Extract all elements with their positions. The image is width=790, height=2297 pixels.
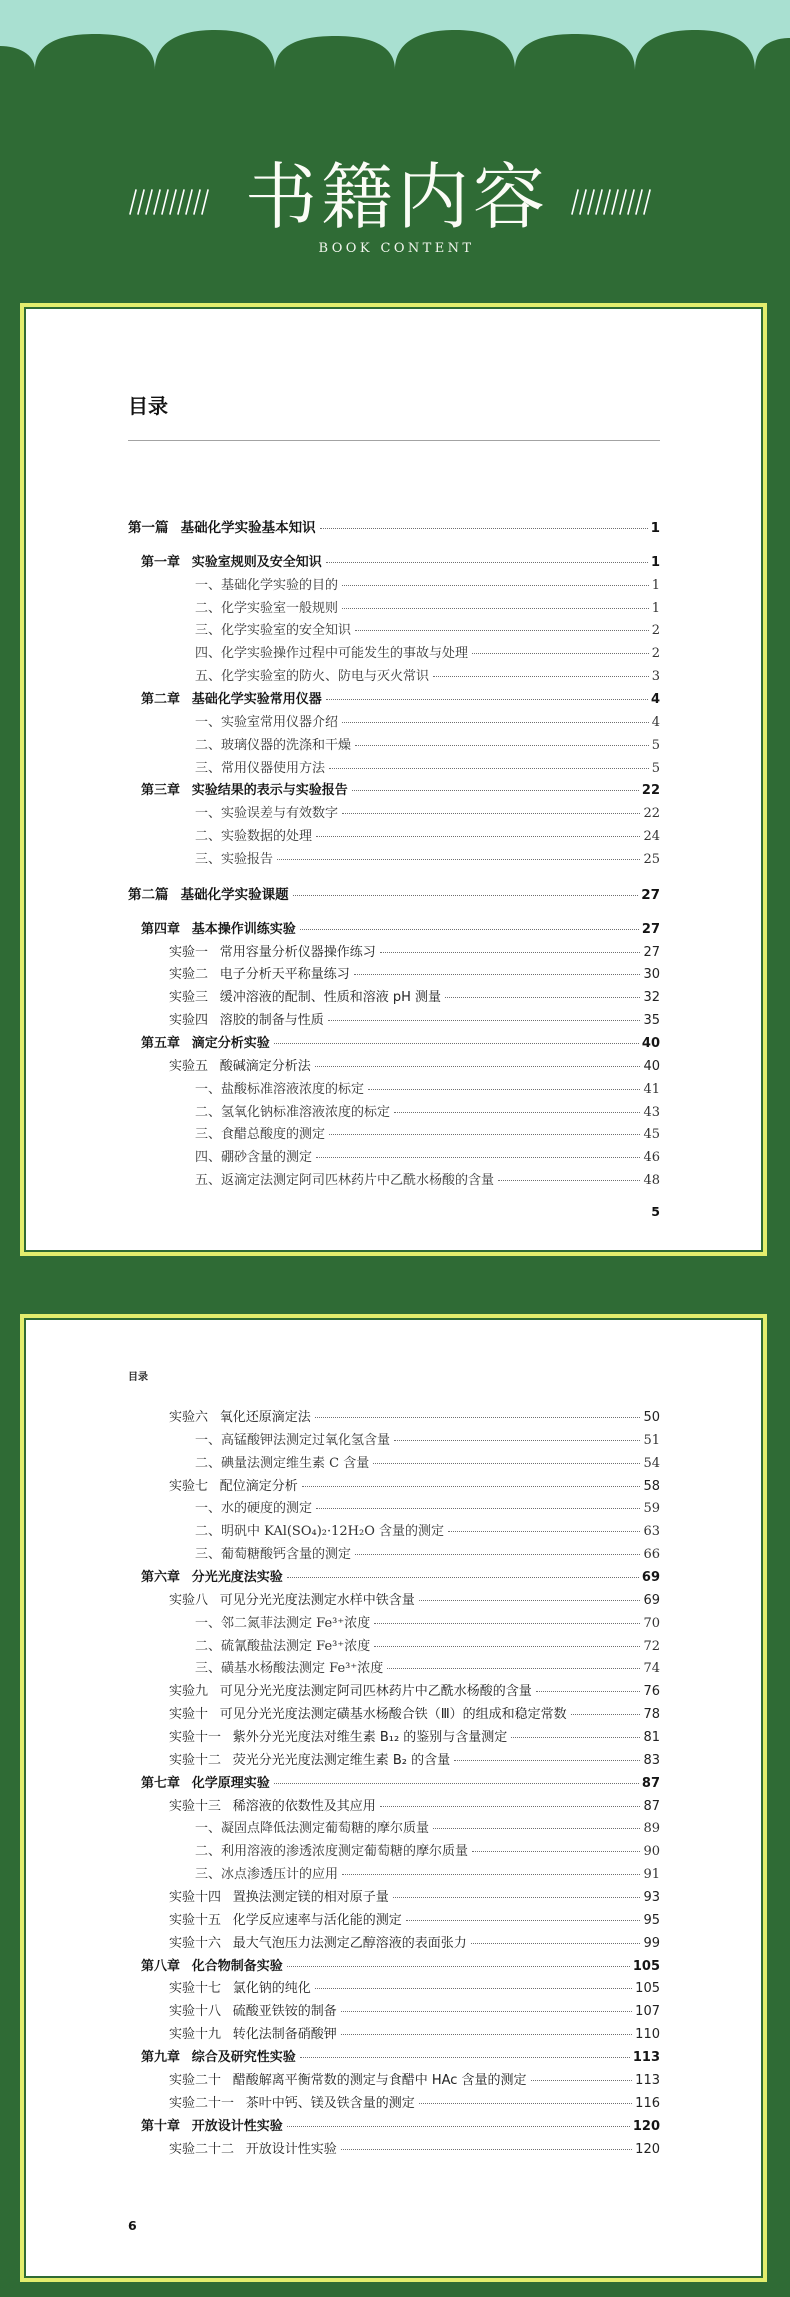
page-number: 1 [650, 520, 660, 536]
page-number: 105 [635, 1981, 660, 1997]
toc-entry-chapter [128, 1033, 660, 1056]
page-number: 22 [643, 806, 660, 822]
toc-entry-experiment [128, 964, 660, 987]
chapter-title: 分光光度法实验 [191, 1570, 283, 1586]
experiment-title: 电子分析天平称量练习 [219, 967, 350, 983]
chapter-title: 开放设计性实验 [191, 2118, 283, 2134]
dot-leader [354, 974, 641, 975]
page-number: 113 [635, 2072, 660, 2088]
dot-leader [498, 1180, 640, 1181]
dot-leader [326, 562, 648, 563]
experiment-title: 化学反应速率与活化能的测定 [232, 1912, 402, 1928]
page-number: 113 [632, 2050, 660, 2066]
section-title: 二、硫氰酸盐法测定 Fe³⁺浓度 [195, 1638, 371, 1654]
page-number: 2 [651, 646, 660, 662]
dot-leader [300, 929, 639, 930]
page-number: 87 [641, 1775, 660, 1791]
toc-entry-chapter [128, 552, 660, 575]
experiment-title: 转化法制备硝酸钾 [232, 2027, 337, 2043]
section-title: 二、碘量法测定维生素 C 含量 [195, 1455, 370, 1471]
toc-entry-chapter [128, 2047, 660, 2070]
dot-leader [471, 1943, 641, 1944]
dot-leader [293, 895, 639, 896]
chapter-number: 第三章 [141, 783, 181, 799]
toc-entry-section [128, 1818, 660, 1841]
chapter-title: 滴定分析实验 [191, 1036, 270, 1052]
toc-entry-experiment [128, 2093, 660, 2116]
toc-entry-chapter [128, 2116, 660, 2139]
toc-entry-experiment [128, 2139, 660, 2162]
page-number: 99 [643, 1935, 660, 1951]
experiment-number: 实验二十二 [169, 2141, 235, 2157]
page-number: 1 [651, 577, 660, 593]
dot-leader [472, 653, 649, 654]
toc-entry-section [128, 826, 660, 849]
experiment-title: 紫外分光光度法对维生素 B₁₂ 的鉴别与含量测定 [232, 1730, 508, 1746]
experiment-title: 开放设计性实验 [245, 2141, 337, 2157]
page-number: 50 [643, 1410, 660, 1425]
toc-entry-experiment [128, 1590, 660, 1613]
experiment-number: 实验十八 [169, 2004, 222, 2020]
experiment-number: 实验十九 [169, 2027, 222, 2043]
page-number: 30 [643, 967, 660, 983]
dot-leader [316, 1157, 640, 1158]
page-number: 22 [641, 783, 660, 799]
toc-entry-section [128, 1841, 660, 1864]
dot-leader [419, 2103, 632, 2104]
toc-entry-experiment [128, 1933, 660, 1956]
dot-leader [355, 745, 649, 746]
toc-entry-experiment [128, 1887, 660, 1910]
page-number: 24 [643, 829, 660, 845]
dot-leader [454, 1760, 640, 1761]
toc-entry-experiment [128, 1910, 660, 1933]
chapter-number: 第一章 [141, 554, 181, 570]
experiment-number: 实验十二 [169, 1752, 222, 1768]
toc-entry-section [128, 1124, 660, 1147]
section-title: 二、氢氧化钠标准溶液浓度的标定 [195, 1104, 391, 1120]
dot-leader [326, 699, 648, 700]
page-number: 4 [651, 714, 660, 730]
dot-leader [341, 2011, 632, 2012]
dot-leader [433, 676, 649, 677]
experiment-title: 茶叶中钙、镁及铁含量的测定 [245, 2095, 415, 2111]
section-title: 二、玻璃仪器的洗涤和干燥 [195, 737, 352, 753]
page-paper [26, 1320, 761, 2276]
section-title: 一、实验室常用仪器介绍 [195, 714, 339, 730]
experiment-number: 实验一 [169, 944, 209, 960]
toc-entry-section [128, 1102, 660, 1125]
page-number: 105 [632, 1958, 660, 1974]
dot-leader [433, 1828, 640, 1829]
toc-entry-section [128, 1636, 660, 1659]
dot-leader [531, 2080, 633, 2081]
page-number: 59 [643, 1501, 660, 1517]
slash-decoration-right [571, 189, 651, 215]
part-number: 第一篇 [128, 520, 169, 536]
section-title: 四、化学实验操作过程中可能发生的事故与处理 [195, 646, 469, 662]
page-number: 3 [651, 669, 660, 685]
dot-leader [352, 790, 639, 791]
toc-entry-section [128, 849, 660, 872]
experiment-title: 常用容量分析仪器操作练习 [219, 944, 376, 960]
chapter-number: 第五章 [141, 1036, 181, 1052]
experiment-number: 实验二十一 [169, 2095, 235, 2111]
experiment-title: 硫酸亚铁铵的制备 [232, 2004, 337, 2020]
part-number: 第二篇 [128, 886, 169, 903]
toc-entry-experiment [128, 2001, 660, 2024]
dot-leader [374, 1646, 640, 1647]
toc-entry-section [128, 1613, 660, 1636]
toc-entry-chapter [128, 1773, 660, 1796]
folio-page-number: 6 [128, 2218, 137, 2233]
dot-leader [342, 608, 649, 609]
chapter-title: 基本操作训练实验 [191, 921, 296, 937]
page-number: 83 [643, 1752, 660, 1768]
experiment-number: 实验十六 [169, 1935, 222, 1951]
section-subtitle: BOOK CONTENT [318, 241, 475, 256]
toc-page-2 [20, 1314, 767, 2282]
page-number: 90 [643, 1844, 660, 1860]
toc-entry-chapter [128, 780, 660, 803]
section-title: 书籍内容 [244, 155, 549, 239]
experiment-title: 氯化钠的纯化 [232, 1981, 311, 1997]
page-number: 1 [651, 600, 660, 616]
page-number: 74 [643, 1661, 660, 1677]
section-title: 三、常用仪器使用方法 [195, 760, 326, 776]
page-number: 40 [641, 1036, 660, 1052]
toc-entry-section [128, 643, 660, 666]
dot-leader [287, 2126, 630, 2127]
page-number: 43 [643, 1104, 660, 1120]
experiment-title: 稀溶液的依数性及其应用 [232, 1798, 376, 1814]
dot-leader [571, 1714, 641, 1715]
experiment-number: 实验十七 [169, 1981, 222, 1997]
page-number: 116 [635, 2095, 660, 2111]
toc-entry-experiment [128, 2024, 660, 2047]
toc-list [128, 1407, 660, 2161]
section-title: 四、硼砂含量的测定 [195, 1150, 313, 1166]
experiment-title: 可见分光光度法测定磺基水杨酸合铁（Ⅲ）的组成和稳定常数 [219, 1707, 567, 1723]
experiment-number: 实验二 [169, 967, 209, 983]
experiment-title: 酸碱滴定分析法 [219, 1058, 311, 1074]
toc-entry-section [128, 1147, 660, 1170]
toc-entry-experiment [128, 1010, 660, 1033]
section-title: 二、化学实验室一般规则 [195, 600, 339, 616]
page-number: 51 [643, 1432, 660, 1448]
toc-heading: 目录 [128, 394, 168, 418]
dot-leader [536, 1691, 641, 1692]
section-title: 一、凝固点降低法测定葡萄糖的摩尔质量 [195, 1821, 430, 1837]
dot-leader [374, 1623, 640, 1624]
dot-leader [315, 1066, 641, 1067]
page-number: 78 [643, 1707, 660, 1723]
toc-entry-experiment [128, 1750, 660, 1773]
experiment-number: 实验八 [169, 1592, 209, 1608]
page-number: 69 [643, 1592, 660, 1608]
toc-entry-section [128, 1658, 660, 1681]
dot-leader [320, 528, 648, 529]
experiment-title: 荧光分光光度法测定维生素 B₂ 的含量 [232, 1752, 451, 1768]
page-number: 72 [643, 1638, 660, 1654]
experiment-title: 置换法测定镁的相对原子量 [232, 1890, 389, 1906]
experiment-number: 实验四 [169, 1013, 209, 1029]
section-title: 二、实验数据的处理 [195, 829, 313, 845]
experiment-title: 配位滴定分析 [219, 1478, 298, 1494]
page-number: 45 [643, 1127, 660, 1143]
experiment-number: 实验二十 [169, 2072, 222, 2088]
page-number: 35 [643, 1013, 660, 1029]
page-number: 107 [635, 2004, 660, 2020]
experiment-number: 实验十三 [169, 1798, 222, 1814]
page-number: 110 [635, 2027, 660, 2043]
toc-entry-experiment [128, 1978, 660, 2001]
toc-entry-chapter [128, 919, 660, 942]
section-title: 三、化学实验室的安全知识 [195, 623, 352, 639]
page-number: 91 [643, 1867, 660, 1883]
dot-leader [341, 2034, 632, 2035]
section-title: 三、冰点渗透压计的应用 [195, 1867, 339, 1883]
dot-leader [287, 1577, 639, 1578]
dot-leader [448, 1531, 640, 1532]
toc-entry-section [128, 1430, 660, 1453]
experiment-title: 醋酸解离平衡常数的测定与食醋中 HAc 含量的测定 [232, 2072, 527, 2088]
page-number: 95 [643, 1912, 660, 1928]
chapter-number: 第十章 [141, 2118, 181, 2134]
dot-leader [342, 585, 649, 586]
toc-entry-section [128, 1498, 660, 1521]
part-title: 基础化学实验课题 [180, 886, 289, 903]
page-number: 63 [643, 1524, 660, 1540]
page-number: 48 [643, 1173, 660, 1189]
experiment-title: 可见分光光度法测定水样中铁含量 [219, 1592, 415, 1608]
toc-entry-section [128, 1170, 660, 1193]
dot-leader [394, 1440, 640, 1441]
section-title: 五、返滴定法测定阿司匹林药片中乙酰水杨酸的含量 [195, 1173, 495, 1189]
page-number: 27 [641, 921, 660, 937]
header-wave-decoration [0, 0, 790, 100]
dot-leader [472, 1851, 640, 1852]
dot-leader [342, 813, 640, 814]
dot-leader [274, 1783, 639, 1784]
page-number: 41 [643, 1081, 660, 1097]
page-number: 76 [643, 1684, 660, 1700]
chapter-number: 第二章 [141, 692, 181, 708]
dot-leader [355, 630, 649, 631]
toc-entry-section [128, 575, 660, 598]
heading-rule [128, 440, 660, 441]
experiment-number: 实验七 [169, 1478, 209, 1494]
toc-entry-experiment [128, 987, 660, 1010]
dot-leader [328, 1020, 641, 1021]
dot-leader [380, 1806, 641, 1807]
dot-leader [355, 1554, 640, 1555]
chapter-title: 实验结果的表示与实验报告 [191, 783, 348, 799]
page-number: 27 [641, 886, 660, 903]
experiment-number: 实验三 [169, 990, 209, 1006]
dot-leader [380, 952, 641, 953]
toc-entry-experiment [128, 2070, 660, 2093]
section-title: 三、食醋总酸度的测定 [195, 1127, 326, 1143]
dot-leader [406, 1920, 641, 1921]
section-title: 一、基础化学实验的目的 [195, 577, 339, 593]
page-number: 46 [643, 1150, 660, 1166]
dot-leader [300, 2057, 630, 2058]
section-title: 二、利用溶液的渗透浓度测定葡萄糖的摩尔质量 [195, 1844, 469, 1860]
page-number: 87 [643, 1798, 660, 1814]
page-number: 27 [643, 944, 660, 960]
page-number: 5 [651, 760, 660, 776]
page-number: 93 [643, 1890, 660, 1906]
toc-entry-experiment [128, 1056, 660, 1079]
chapter-number: 第六章 [141, 1570, 181, 1586]
chapter-title: 实验室规则及安全知识 [191, 554, 322, 570]
chapter-title: 化学原理实验 [191, 1775, 270, 1791]
section-title: 一、盐酸标准溶液浓度的标定 [195, 1081, 365, 1097]
page-number: 4 [650, 692, 660, 708]
dot-leader [277, 859, 640, 860]
dot-leader [315, 1417, 641, 1418]
experiment-number: 实验五 [169, 1058, 209, 1074]
section-title: 一、邻二氮菲法测定 Fe³⁺浓度 [195, 1615, 371, 1631]
toc-entry-section [128, 758, 660, 781]
folio-page-number: 5 [651, 1204, 660, 1219]
chapter-number: 第八章 [141, 1958, 181, 1974]
page-number: 58 [643, 1478, 660, 1494]
chapter-number: 第七章 [141, 1775, 181, 1791]
toc-entry-chapter [128, 689, 660, 712]
dot-leader [341, 2149, 632, 2150]
toc-entry-chapter [128, 1567, 660, 1590]
dot-leader [387, 1668, 640, 1669]
toc-entry-section [128, 735, 660, 758]
section-title: 一、高锰酸钾法测定过氧化氢含量 [195, 1432, 391, 1448]
section-title: 一、水的硬度的测定 [195, 1501, 313, 1517]
toc-entry-section [128, 666, 660, 689]
experiment-number: 实验六 [169, 1410, 209, 1425]
section-title: 一、实验误差与有效数字 [195, 806, 339, 822]
section-title: 五、化学实验室的防火、防电与灭火常识 [195, 669, 430, 685]
toc-entry-section [128, 803, 660, 826]
dot-leader [342, 722, 649, 723]
experiment-title: 最大气泡压力法测定乙醇溶液的表面张力 [232, 1935, 467, 1951]
chapter-title: 化合物制备实验 [191, 1958, 283, 1974]
section-title: 二、明矾中 KAl(SO₄)₂·12H₂O 含量的测定 [195, 1524, 445, 1540]
dot-leader [393, 1897, 641, 1898]
dot-leader [373, 1463, 640, 1464]
experiment-number: 实验十四 [169, 1890, 222, 1906]
toc-entry-experiment [128, 1796, 660, 1819]
dot-leader [445, 997, 640, 998]
experiment-number: 实验九 [169, 1684, 209, 1700]
dot-leader [394, 1112, 640, 1113]
dot-leader [329, 768, 649, 769]
toc-entry-section [128, 1079, 660, 1102]
experiment-title: 缓冲溶液的配制、性质和溶液 pH 测量 [219, 990, 441, 1006]
toc-entry-section [128, 598, 660, 621]
page-number: 1 [650, 554, 660, 570]
chapter-title: 综合及研究性实验 [191, 2050, 296, 2066]
chapter-number: 第四章 [141, 921, 181, 937]
toc-entry-part [128, 517, 660, 540]
toc-entry-section [128, 1521, 660, 1544]
section-title: 三、葡萄糖酸钙含量的测定 [195, 1547, 352, 1563]
page-number: 25 [643, 852, 660, 868]
dot-leader [316, 1508, 640, 1509]
experiment-number: 实验十一 [169, 1730, 222, 1746]
experiment-title: 溶胶的制备与性质 [219, 1013, 324, 1029]
page-number: 32 [643, 990, 660, 1006]
chapter-title: 基础化学实验常用仪器 [191, 692, 322, 708]
experiment-number: 实验十五 [169, 1912, 222, 1928]
page-number: 81 [643, 1730, 660, 1746]
dot-leader [274, 1043, 639, 1044]
page-number: 120 [632, 2118, 660, 2134]
dot-leader [329, 1134, 640, 1135]
page-number: 2 [651, 623, 660, 639]
page-number: 120 [635, 2141, 660, 2157]
experiment-title: 氧化还原滴定法 [219, 1410, 311, 1425]
toc-entry-section [128, 1453, 660, 1476]
dot-leader [287, 1966, 630, 1967]
running-header: 目录 [128, 1372, 148, 1383]
toc-entry-chapter [128, 1956, 660, 1979]
toc-entry-experiment [128, 942, 660, 965]
page-number: 70 [643, 1615, 660, 1631]
page-number: 69 [641, 1570, 660, 1586]
dot-leader [342, 1874, 640, 1875]
toc-list [128, 517, 660, 1193]
dot-leader [368, 1089, 640, 1090]
toc-entry-experiment [128, 1476, 660, 1499]
page-paper [26, 309, 761, 1250]
experiment-number: 实验十 [169, 1707, 209, 1723]
toc-entry-section [128, 1544, 660, 1567]
page-number: 89 [643, 1821, 660, 1837]
page-number: 5 [651, 737, 660, 753]
dot-leader [419, 1600, 641, 1601]
dot-leader [316, 836, 640, 837]
part-title: 基础化学实验基本知识 [180, 520, 316, 536]
chapter-number: 第九章 [141, 2050, 181, 2066]
toc-entry-section [128, 712, 660, 735]
experiment-title: 可见分光光度法测定阿司匹林药片中乙酰水杨酸的含量 [219, 1684, 532, 1700]
dot-leader [511, 1737, 640, 1738]
section-title: 三、实验报告 [195, 852, 274, 868]
dot-leader [315, 1988, 632, 1989]
toc-entry-section [128, 1864, 660, 1887]
toc-entry-section [128, 620, 660, 643]
toc-entry-part [128, 884, 660, 907]
page-number: 66 [643, 1547, 660, 1563]
toc-entry-experiment [128, 1681, 660, 1704]
section-title: 三、磺基水杨酸法测定 Fe³⁺浓度 [195, 1661, 384, 1677]
page-number: 40 [643, 1058, 660, 1074]
toc-entry-experiment [128, 1704, 660, 1727]
toc-page-1 [20, 303, 767, 1256]
dot-leader [302, 1486, 641, 1487]
toc-entry-experiment [128, 1727, 660, 1750]
toc-entry-experiment [128, 1407, 660, 1430]
page-number: 54 [643, 1455, 660, 1471]
